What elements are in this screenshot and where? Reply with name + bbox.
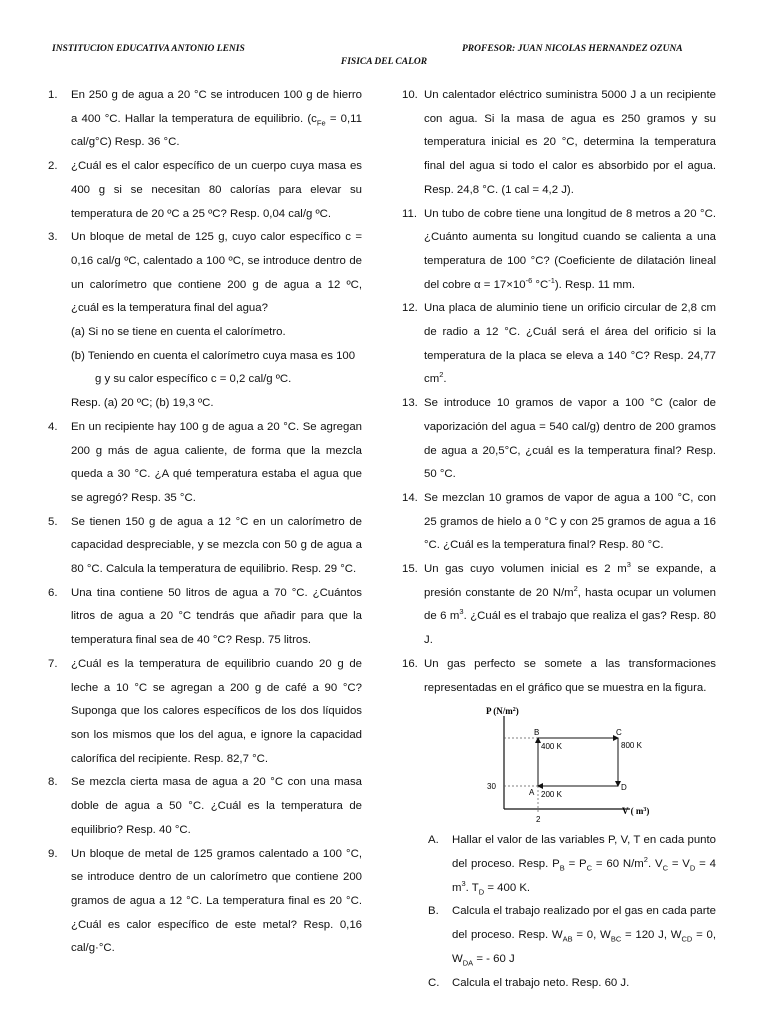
problem-3-answer: Resp. (a) 20 ºC; (b) 19,3 ºC. [71, 397, 214, 410]
tick-x-2: 2 [536, 815, 541, 825]
problem-3-option-a: (a) Si no se tiene en cuenta el calorímetro. [71, 326, 286, 339]
temp-c: 800 K [621, 741, 642, 751]
point-b: B [534, 728, 540, 738]
problem-6: 6. Una tina contiene 50 litros de agua a 70 °C. ¿Cuántos litros de agua a 20 °C tendrás que añadir para que la temperatura final sea de 40 °C? Resp. 75 litros. [48, 586, 362, 647]
question-a: A. Hallar el valor de las variables P, V, T en cada punto del proceso. Resp. $P_B = P_C = 60$ $N/m^2$. $V_C = V_D = 4$ $m^3$. $T_D = 400$ K. [428, 834, 716, 896]
question-c: C. Calcula el trabajo neto. Resp. 60 J. [428, 976, 630, 989]
problem-3: 3. Un bloque de metal de 125 g, cuyo calor específico c = 0,16 cal/g ºC, calentado a 100 ºC, se introduce dentro de un calorímetro que contiene 200 g de agua a 12 ºC, ¿cuál es la temperatura final del agua? (a) Si no se tiene en cuenta el calorímetro. (b) Teniendo en cuenta el calorímetro cuya masa es 100 g y su calor específico c = 0,2 cal/g ºC. [48, 226, 362, 392]
problem-14: 14. Se mezclan 10 gramos de vapor de agua a 100 °C, con 25 gramos de hielo a 0 °C y con 25 gramos de agua a 16 °C. ¿Cuál es la temperatura final? Resp. 80 °C. [402, 491, 716, 552]
left-column [48, 84, 362, 961]
problem-10: 10. Un calentador eléctrico suministra 5000 J a un recipiente con agua. Si la masa de agua es 250 gramos y su temperatura inicial es 20 °C, determina la temperatura final del agua si todo el calor es absorbido por el agua. Resp. 24,8 °C. (1 cal = 4,2 J). [402, 89, 716, 196]
problem-5: 5. Se tienen 150 g de agua a 12 °C en un calorímetro de capacidad despreciable, y se mezcla con 50 g de agua a 80 °C. Calcula la temperatura de equilibrio. Resp. 29 °C. [48, 515, 362, 576]
problem-3-option-b: (b) Teniendo en cuenta el calorímetro cuya masa es 100 [71, 349, 356, 362]
pv-diagram [402, 706, 716, 829]
problem-3-option-b-cont: g y su calor específico c = 0,2 cal/g ºC. [95, 373, 292, 386]
temp-b: 400 K [541, 742, 562, 752]
problem-11: 11. Un tubo de cobre tiene una longitud de 8 metros a 20 °C. ¿Cuánto aumenta su longitud cuando se calienta a una temperatura de 100 °C? (Coeficiente de dilatación lineal del cobre $\alpha = 17\times 10^{-6}$ $^\circ C^{-1}$). Resp. 11 mm. [402, 207, 716, 291]
problem-15: 15. Un gas cuyo volumen inicial es 2 $m^3$ se expande, a presión constante de 20 $N/m^2$, hasta ocupar un volumen de 6 $m^3$. ¿Cuál es el trabajo que realiza el gas? Resp. 80 J. [402, 560, 716, 647]
problem-9: 9. Un bloque de metal de 125 gramos calentado a 100 °C, se introduce dentro de un calorímetro que contiene 200 gramos de agua a 12 °C. La temperatura final es 20 °C. ¿Cuál es calor específico de este metal? Resp. 0,16 cal/g·°C. [48, 847, 362, 955]
point-c: C [616, 728, 622, 738]
problem-2: 2. ¿Cuál es el calor específico de un cuerpo cuya masa es 400 g si se necesitan 80 calorías para elevar su temperatura de 20 ºC a 25 ºC? Resp. 0,04 cal/g ºC. [48, 160, 362, 220]
problem-12: 12. Una placa de aluminio tiene un orificio circular de 2,8 cm de radio a 12 °C. ¿Cuál será el área del orificio si la temperatura de la placa se eleva a 140 °C? Resp. 24,77 $cm^2$. [402, 302, 716, 386]
problem-4: 4. En un recipiente hay 100 g de agua a 20 °C. Se agregan 200 g más de agua caliente, de forma que la mezcla queda a 30 °C. ¿A qué temperatura estaba el agua que se agregó? Resp. 35 °C. [48, 420, 362, 504]
v-axis-label: V ( $m^3$) [622, 806, 650, 817]
question-b: B. Calcula el trabajo realizado por el gas en cada parte del proceso. Resp. $W_{AB} = 0$, $W_{BC} = 120$ J, $W_{CD} = 0$, $W_{DA}$ = - 60 J [428, 905, 716, 968]
teacher-name: PROFESOR: JUAN NICOLAS HERNANDEZ OZUNA [462, 44, 683, 54]
subject-title: FISICA DEL CALOR [340, 57, 428, 67]
right-column [402, 84, 716, 995]
problem-8: 8. Se mezcla cierta masa de agua a 20 °C con una masa doble de agua a 50 °C. ¿Cuál es la temperatura de equilibrio? Resp. 40 °C. [48, 776, 362, 836]
problem-16: 16. Un gas perfecto se somete a las transformaciones representadas en el gráfico que se muestra en la figura. [402, 657, 716, 694]
temp-a: 200 K [541, 790, 562, 800]
pv-diagram-svg [484, 706, 664, 829]
point-d: D [621, 783, 627, 793]
problem-7: 7. ¿Cuál es la temperatura de equilibrio cuando 20 g de leche a 10 °C se agregan a 200 g de café a 90 °C? Suponga que los calores específicos de los dos líquidos son los mismos que los del agua, e ignore la capacidad calorífica del recipiente. Resp. 82,7 °C. [48, 657, 362, 765]
tick-y-30: 30 [487, 782, 496, 792]
problem-13: 13. Se introduce 10 gramos de vapor a 100 °C (calor de vaporización del agua = 540 cal/g) dentro de 200 gramos de agua a 20,5°C, ¿cuál es la temperatura final? Resp. 50 °C. [402, 397, 716, 481]
problem-1: 1. En 250 g de agua a 20 °C se introducen 100 g de hierro a 400 °C. Hallar la temperatura de equilibrio. ($c_{Fe} = 0,11$ cal/g°C) Resp. 36 °C. [48, 89, 363, 149]
institution-name: INSTITUCION EDUCATIVA ANTONIO LENIS [52, 44, 245, 54]
p-axis-label: P $(N/m^2)$ [486, 706, 519, 717]
point-a: A [529, 788, 535, 798]
